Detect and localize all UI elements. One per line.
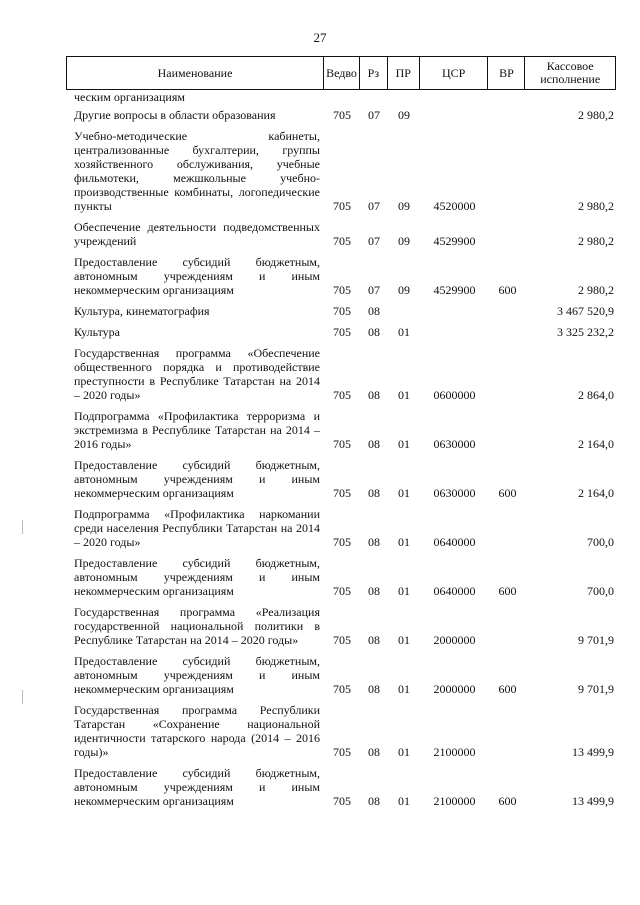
table-row [66, 458, 616, 500]
row-vr: 600 [498, 283, 517, 297]
row-csr: 4529900 [433, 283, 476, 297]
table-row [66, 654, 616, 696]
row-name: Предоставление субсидий бюджетным, автономным учреждениям и иным некоммерческим организациям [74, 654, 320, 696]
page-number: 27 [313, 30, 327, 45]
row-rz: 08 [368, 584, 380, 598]
row-rz: 08 [368, 745, 380, 759]
row-rz: 08 [368, 682, 380, 696]
row-pr: 09 [398, 234, 410, 248]
row-name: Предоставление субсидий бюджетным, автономным учреждениям и иным некоммерческим организациям [74, 255, 320, 297]
row-amount: 700,0 [587, 535, 614, 549]
row-amount: 9 701,9 [578, 682, 614, 696]
row-name: Предоставление субсидий бюджетным, автономным учреждениям и иным некоммерческим организациям [74, 458, 320, 500]
row-pr: 01 [398, 745, 410, 759]
row-rz: 07 [368, 283, 380, 297]
row-ved: 705 [333, 283, 351, 297]
row-ved: 705 [333, 682, 351, 696]
row-pr: 01 [398, 486, 410, 500]
table-row [66, 108, 616, 122]
row-csr: 4520000 [433, 199, 476, 213]
row-amount: 700,0 [587, 584, 614, 598]
table-row [66, 507, 616, 549]
row-ved: 705 [333, 325, 351, 339]
row-ved: 705 [333, 535, 351, 549]
row-rz: 08 [368, 535, 380, 549]
row-csr: 4529900 [433, 234, 476, 248]
row-ved: 705 [333, 633, 351, 647]
row-csr: 2000000 [433, 682, 476, 696]
row-amount: 2 864,0 [578, 388, 614, 402]
row-ved: 705 [333, 108, 351, 122]
row-ved: 705 [333, 234, 351, 248]
row-amount: 2 980,2 [578, 199, 614, 213]
row-ved: 705 [333, 794, 351, 808]
row-amount: 3 467 520,9 [557, 304, 614, 318]
row-rz: 08 [368, 437, 380, 451]
row-ved: 705 [333, 388, 351, 402]
header-kassa: Кассовое исполнение [540, 59, 601, 86]
row-rz: 08 [368, 486, 380, 500]
row-rz: 08 [368, 388, 380, 402]
header-vr: ВР [488, 57, 525, 89]
header-csr: ЦСР [420, 57, 489, 89]
row-csr: 2100000 [433, 745, 476, 759]
row-vr: 600 [498, 794, 517, 808]
row-name: Подпрограмма «Профилактика терроризма и экстремизма в Республике Татарстан на 2014 – 2016 годы» [74, 409, 320, 451]
row-pr: 09 [398, 108, 410, 122]
row-ved: 705 [333, 584, 351, 598]
table-row [66, 766, 616, 808]
header-pr: ПР [388, 57, 420, 89]
row-pr: 01 [398, 794, 410, 808]
table-row [66, 220, 616, 248]
row-amount: 13 499,9 [572, 794, 614, 808]
row-name: Культура [74, 325, 120, 339]
row-pr: 01 [398, 437, 410, 451]
header-name: Наименование [67, 57, 324, 89]
row-name: Учебно-методические кабинеты, централизованные бухгалтерии, группы хозяйственного обслуживания, учебные фильмотеки, межшкольные учебно-производственные комбинаты, логопедические пункты [74, 129, 320, 213]
row-pr: 01 [398, 535, 410, 549]
row-amount: 2 164,0 [578, 486, 614, 500]
row-vr: 600 [498, 486, 517, 500]
table-row [66, 703, 616, 759]
row-name: Другие вопросы в области образования [74, 108, 276, 122]
row-rz: 08 [368, 633, 380, 647]
row-csr: 0630000 [433, 486, 476, 500]
row-name: Государственная программа «Обеспечение общественного порядка и противодействие преступности в Республике Татарстан на 2014 – 2020 годы» [74, 346, 320, 402]
row-rz: 07 [368, 199, 380, 213]
table-header [66, 56, 616, 90]
row-name: Подпрограмма «Профилактика наркомании среди населения Республики Татарстан на 2014 – 2020 годы» [74, 507, 320, 549]
table-row [66, 90, 616, 104]
table-body [66, 90, 616, 815]
row-ved: 705 [333, 437, 351, 451]
row-name: Культура, кинематография [74, 304, 210, 318]
row-ved: 705 [333, 304, 351, 318]
row-pr: 01 [398, 633, 410, 647]
table-row [66, 409, 616, 451]
table-row [66, 346, 616, 402]
row-name: Предоставление субсидий бюджетным, автономным учреждениям и иным некоммерческим организациям [74, 766, 320, 808]
row-amount: 2 980,2 [578, 283, 614, 297]
row-ved: 705 [333, 745, 351, 759]
table-row [66, 605, 616, 647]
table-row [66, 556, 616, 598]
row-rz: 08 [368, 794, 380, 808]
row-pr: 01 [398, 584, 410, 598]
row-ved: 705 [333, 486, 351, 500]
row-pr: 01 [398, 388, 410, 402]
row-pr: 09 [398, 283, 410, 297]
table-row [66, 255, 616, 297]
row-csr: 0640000 [433, 535, 476, 549]
row-name: Предоставление субсидий бюджетным, автономным учреждениям и иным некоммерческим организациям [74, 556, 320, 598]
row-amount: 3 325 232,2 [557, 325, 614, 339]
row-name: ческим организациям [74, 90, 185, 104]
row-csr: 2000000 [433, 633, 476, 647]
row-pr: 01 [398, 682, 410, 696]
row-csr: 0630000 [433, 437, 476, 451]
table-row [66, 129, 616, 213]
row-name: Государственная программа Республики Татарстан «Сохранение национальной идентичности татарского народа (2014 – 2016 годы)» [74, 703, 320, 759]
row-rz: 07 [368, 108, 380, 122]
row-rz: 08 [368, 325, 380, 339]
row-amount: 2 980,2 [578, 234, 614, 248]
row-csr: 0600000 [433, 388, 476, 402]
row-name: Обеспечение деятельности подведомственных учреждений [74, 220, 320, 248]
row-csr: 0640000 [433, 584, 476, 598]
row-pr: 01 [398, 325, 410, 339]
row-csr: 2100000 [433, 794, 476, 808]
row-rz: 07 [368, 234, 380, 248]
row-ved: 705 [333, 199, 351, 213]
row-vr: 600 [498, 682, 517, 696]
header-ved: Ведво [324, 57, 360, 89]
row-amount: 2 164,0 [578, 437, 614, 451]
table-row [66, 325, 616, 339]
margin-mark [22, 690, 23, 704]
row-amount: 9 701,9 [578, 633, 614, 647]
margin-mark [22, 520, 23, 534]
table-row [66, 304, 616, 318]
row-pr: 09 [398, 199, 410, 213]
row-rz: 08 [368, 304, 380, 318]
row-name: Государственная программа «Реализация государственной национальной политики в Республике Татарстан на 2014 – 2020 годы» [74, 605, 320, 647]
row-amount: 2 980,2 [578, 108, 614, 122]
row-vr: 600 [498, 584, 517, 598]
header-rz: Рз [360, 57, 388, 89]
row-amount: 13 499,9 [572, 745, 614, 759]
